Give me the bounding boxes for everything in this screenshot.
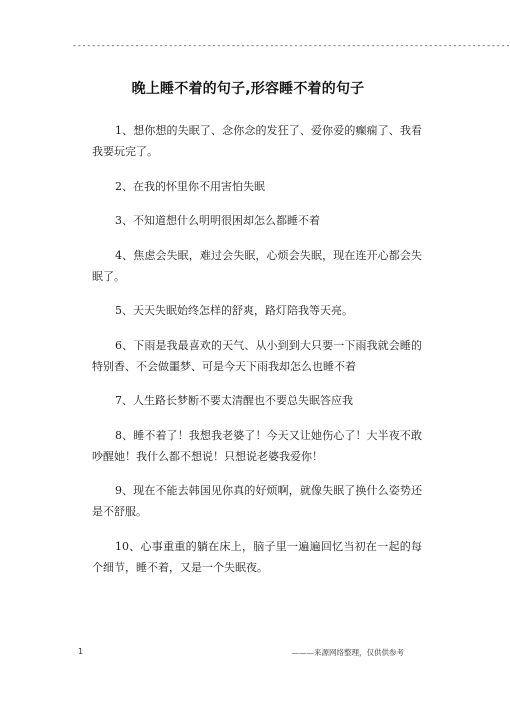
paragraph-4: 4、焦虑会失眠，难过会失眠，心烦会失眠，现在连开心都会失眠了。	[92, 248, 422, 283]
document-body	[92, 120, 422, 591]
paragraph-8: 8、睡不着了！我想我老婆了！今天又让她伤心了！大半夜不敢吵醒她！我什么都不想说！只想说老婆我爱你！	[92, 428, 422, 463]
paragraph-5: 5、天天失眠始终怎样的舒爽，路灯陪我等天亮。	[115, 304, 353, 317]
paragraph-1: 1、想你想的失眠了、念你念的发狂了、爱你爱的癫痫了、我看我要玩完了。	[92, 124, 422, 158]
paragraph-9: 9、现在不能去韩国见你真的好烦啊，就像失眠了换什么姿势还是不舒服。	[92, 484, 422, 518]
paragraph-2: 2、在我的怀里你不用害怕失眠	[115, 179, 265, 193]
paragraph-3: 3、不知道想什么明明很困却怎么都睡不着	[115, 214, 320, 227]
paragraph-7: 7、人生路长梦断不要太清醒也不要总失眠答应我	[115, 394, 353, 407]
document-title: 晚上睡不着的句子,形容睡不着的句子	[131, 81, 365, 97]
paragraph-6: 6、下雨是我最喜欢的天气、从小到到大只要一下雨我就会睡的特别香、不会做噩梦、可是今天下雨我却怎么也睡不着	[92, 338, 422, 373]
paragraph-10: 10、心事重重的躺在床上，脑子里一遍遍回忆当初在一起的每个细节，睡不着，又是一个失眠夜。	[92, 539, 422, 574]
footer-source-note: ———来源网络整理，仅供供参考	[291, 648, 404, 657]
header-dash-rule: -------------------------------------------------------------------------------------------	[72, 41, 510, 50]
page-number: 1	[78, 647, 84, 656]
